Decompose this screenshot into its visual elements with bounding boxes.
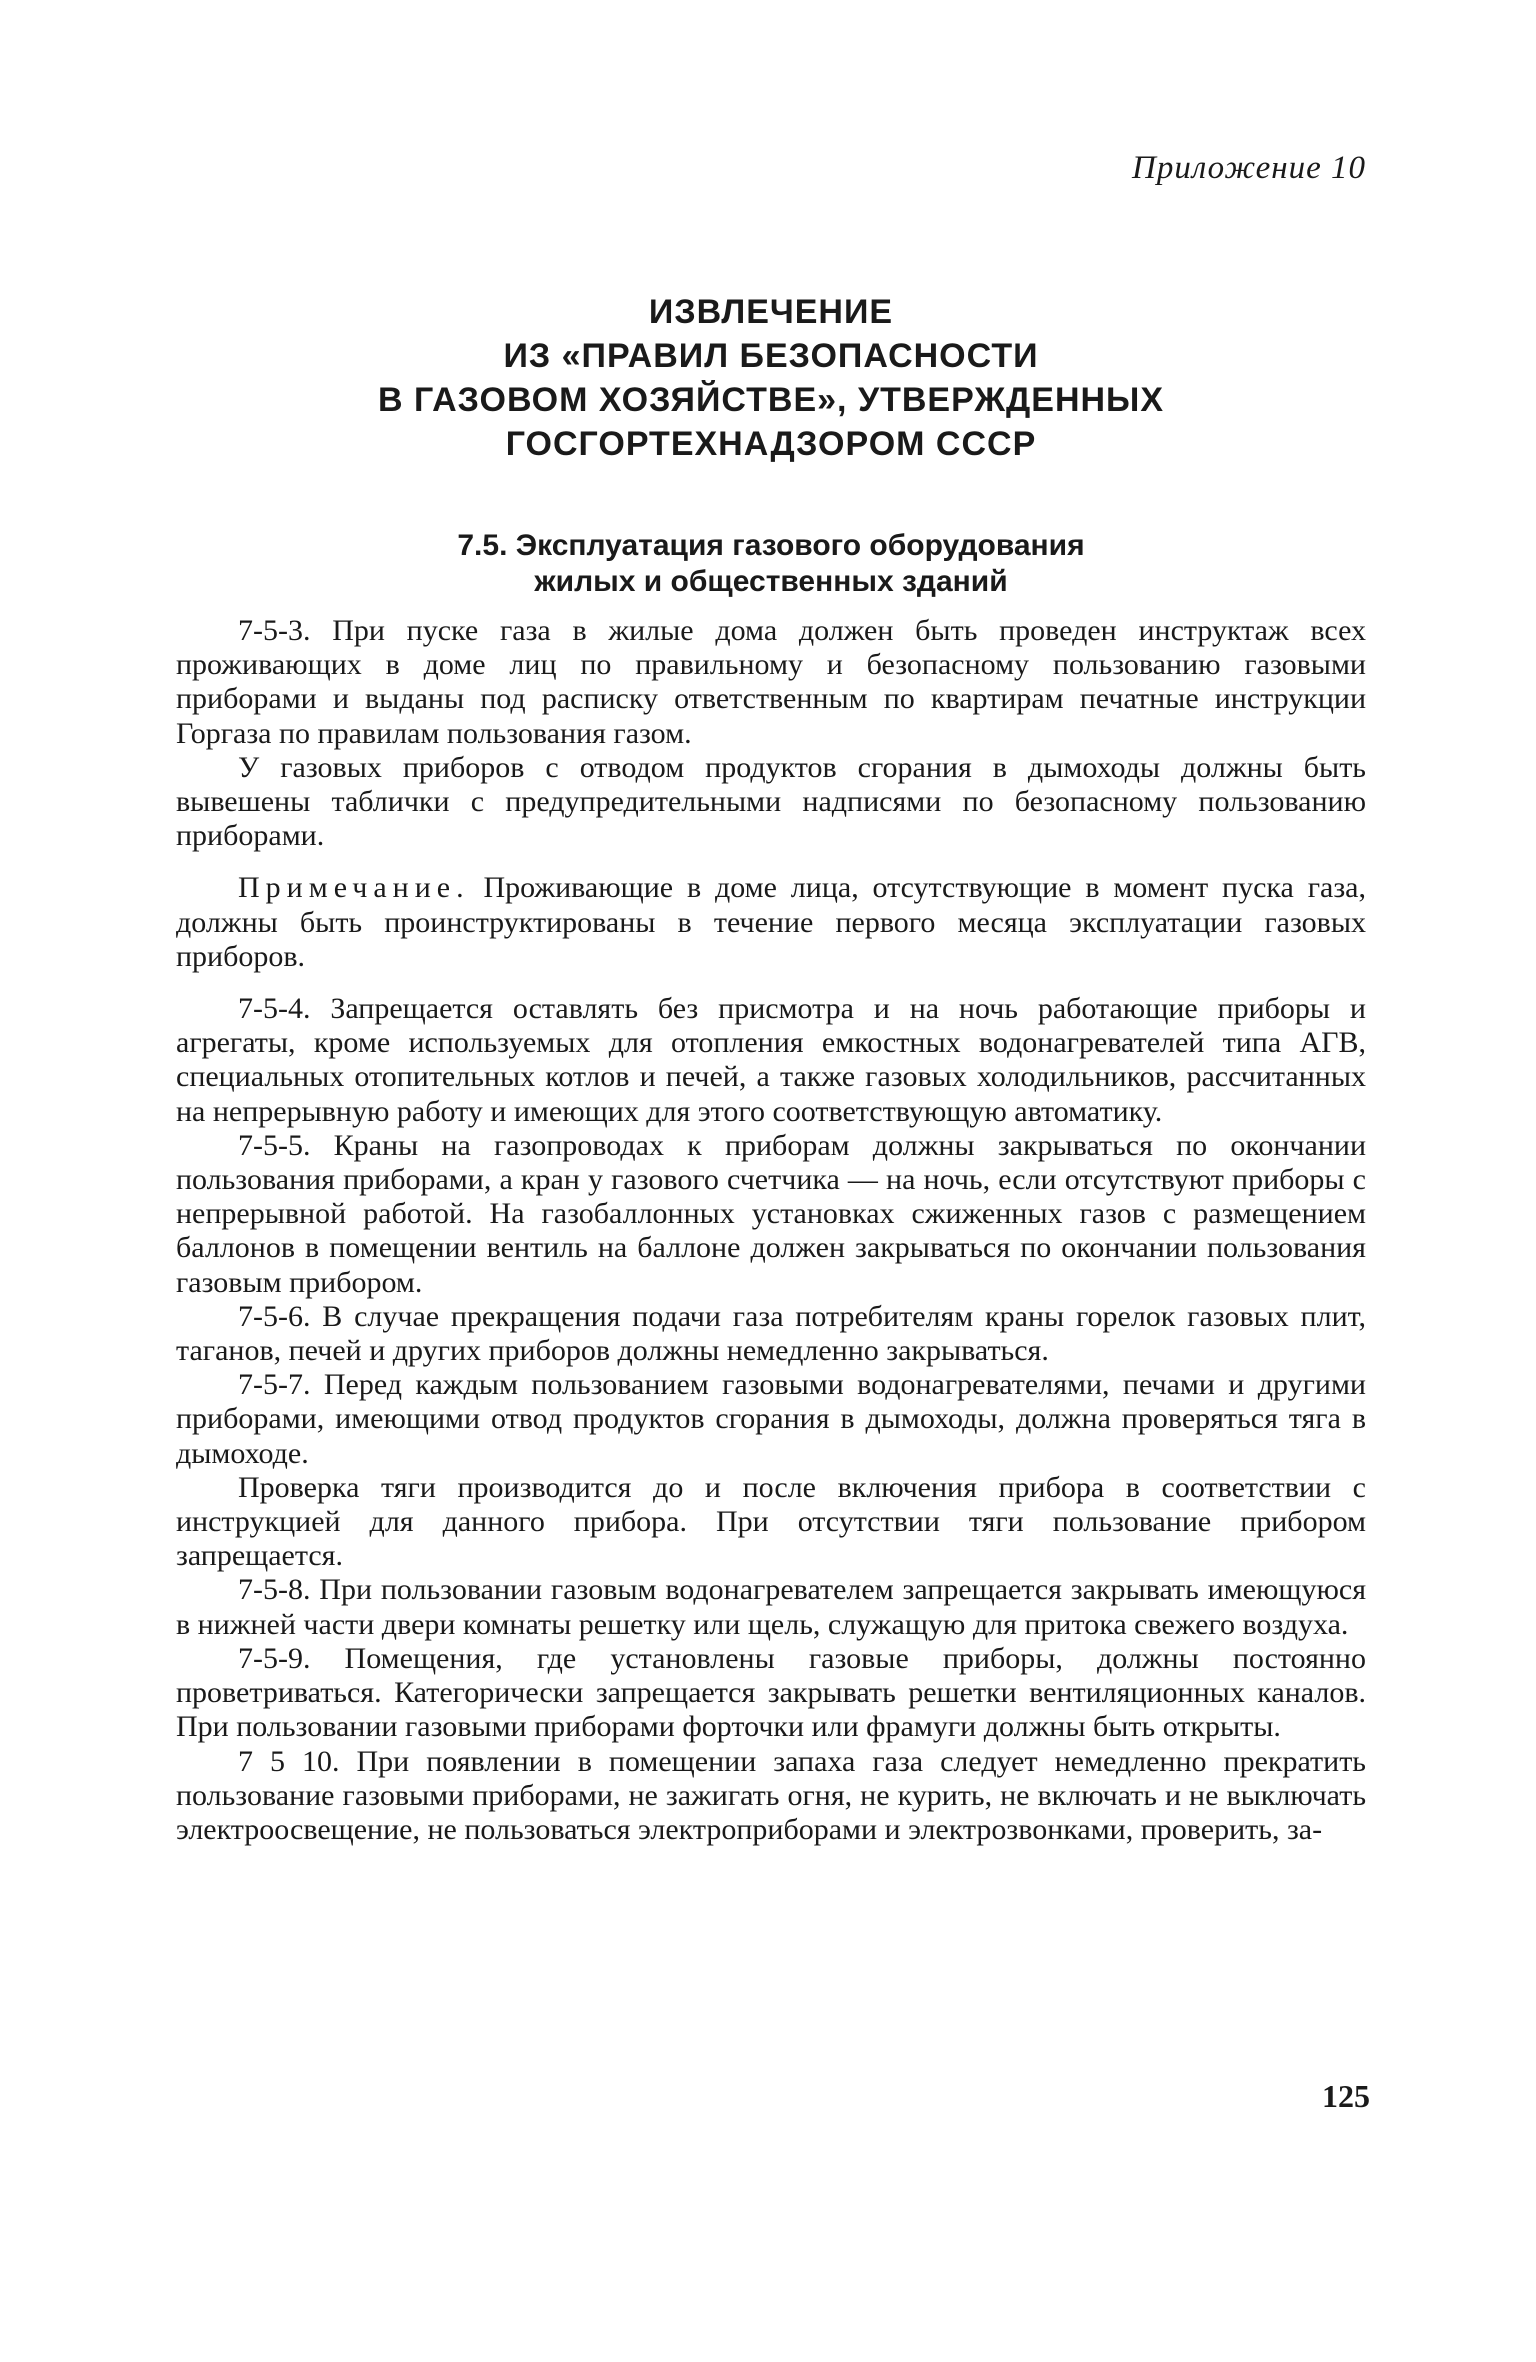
title-line-4: ГОСГОРТЕХНАДЗОРОМ СССР <box>505 425 1037 463</box>
note-paragraph <box>176 871 1366 974</box>
page <box>176 150 1366 1847</box>
document-title <box>176 290 1366 466</box>
page-number: 125 <box>1322 2078 1370 2114</box>
title-line-3: В ГАЗОВОМ ХОЗЯЙСТВЕ», УТВЕРЖДЕННЫХ <box>377 381 1165 419</box>
paragraph-7-5-4: 7-5-4. Запрещается оставлять без присмотра и на ночь работающие приборы и агрегаты, кроме используемых для отопления емкостных водонагревателей типа АГВ, специальных отопительных котлов и печей, а также газовых холодильников, рассчитанных на непрерывную работу и имеющих для этого соответствующую автоматику. <box>176 992 1366 1128</box>
paragraph-flue-signs: У газовых приборов с отводом продуктов сгорания в дымоходы должны быть вывешены таблички с предупредительными надписями по безопасному пользованию приборами. <box>176 750 1366 853</box>
running-head: Приложение 10 <box>1132 150 1366 186</box>
title-line-1: ИЗВЛЕЧЕНИЕ <box>648 293 894 331</box>
section-title-line-1: 7.5. Эксплуатация газового оборудования <box>457 529 1085 562</box>
title-line-2: ИЗ «ПРАВИЛ БЕЗОПАСНОСТИ <box>503 337 1039 375</box>
paragraph-7-5-7: 7-5-7. Перед каждым пользованием газовыми водонагревателями, печами и другими приборами, имеющими отвод продуктов сгорания в дымоходы, должна проверяться тяга в дымоходе. <box>176 1368 1366 1470</box>
paragraph-7-5-3: 7-5-3. При пуске газа в жилые дома должен быть проведен инструктаж всех проживающих в доме лиц по правильному и безопасному пользованию газовыми приборами и выданы под расписку ответственным по квартирам печатные инструкции Горгаза по правилам пользования газом. <box>176 614 1366 750</box>
paragraph-draft-check: Проверка тяги производится до и после включения прибора в соответствии с инструкцией для данного прибора. При отсутствии тяги пользование прибором запрещается. <box>176 1470 1366 1573</box>
paragraph-7-5-10: 7 5 10. При появлении в помещении запаха газа следует немедленно прекратить пользование газовыми приборами, не зажигать огня, не курить, не включать и не выключать электроосвещение, не пользоваться электроприборами и электрозвонками, проверить, за- <box>176 1744 1366 1846</box>
paragraph-7-5-9: 7-5-9. Помещения, где установлены газовые приборы, должны постоянно проветриваться. Категорически запрещается закрывать решетки вентиляционных каналов. При пользовании газовыми приборами форточки или фрамуги должны быть открыты. <box>176 1641 1366 1744</box>
paragraph-7-5-6: 7-5-6. В случае прекращения подачи газа потребителям краны горелок газовых плит, таганов, печей и других приборов должны немедленно закрываться. <box>176 1299 1366 1368</box>
body-text <box>176 614 1366 1847</box>
note-text: Проживающие в доме лица, отсутствующие в момент пуска газа, должны быть проинструктированы в течение первого месяца эксплуатации газовых приборов. <box>176 871 1366 973</box>
paragraph-7-5-8: 7-5-8. При пользовании газовым водонагревателем запрещается закрывать имеющуюся в нижней части двери комнаты решетку или щель, служащую для притока свежего воздуха. <box>176 1573 1366 1641</box>
paragraph-7-5-5: 7-5-5. Краны на газопроводах к приборам должны закрываться по окончании пользования приборами, а кран у газового счетчика — на ночь, если отсутствуют приборы с непрерывной работой. На газобаллонных установках сжиженных газов с размещением баллонов в помещении вентиль на баллоне должен закрываться по окончании пользования газовым прибором. <box>176 1128 1366 1299</box>
section-title-line-2: жилых и общественных зданий <box>534 565 1008 598</box>
section-heading <box>176 528 1366 600</box>
note-label: Примечание. <box>238 871 470 905</box>
